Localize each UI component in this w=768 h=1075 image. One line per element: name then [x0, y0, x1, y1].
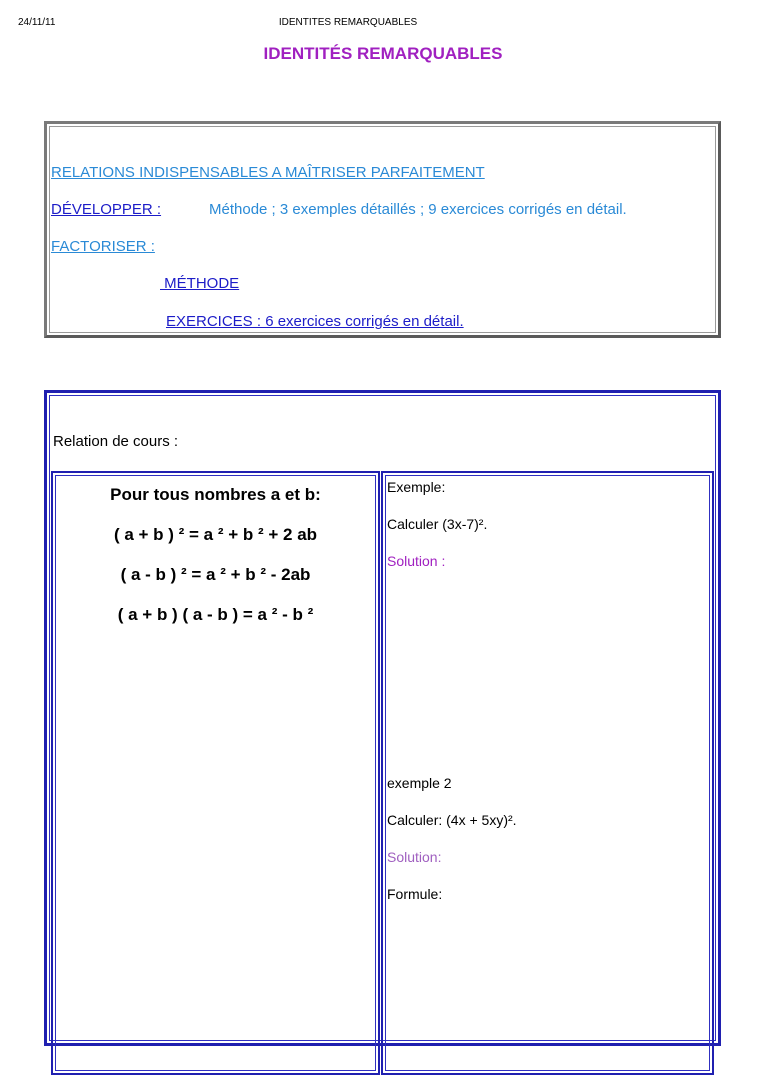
- formula-square-sum: ( a + b ) ² = a ² + b ² + 2 ab: [113, 525, 318, 544]
- relation-label: Relation de cours :: [53, 433, 179, 450]
- developper-link[interactable]: DÉVELOPPER :: [51, 201, 162, 218]
- page-title: IDENTITÉS REMARQUABLES: [263, 44, 503, 63]
- links-box-inner-border: [49, 126, 716, 333]
- print-header: [0, 17, 768, 31]
- examples-cell: [381, 471, 714, 1075]
- formulas-cell: [51, 471, 380, 1075]
- developper-description: Méthode ; 3 exemples détaillés ; 9 exercices corrigés en détail.: [209, 201, 627, 218]
- course-box: [44, 390, 721, 1046]
- methode-link[interactable]: MÉTHODE: [160, 275, 240, 292]
- formula-product-sum-difference: ( a + b ) ( a - b ) = a ² - b ²: [117, 605, 314, 624]
- exercices-link[interactable]: EXERCICES : 6 exercices corrigés en détail.: [166, 313, 464, 330]
- example2-label: exemple 2: [387, 775, 452, 791]
- formule-label: Formule:: [387, 886, 443, 902]
- formulas-heading: Pour tous nombres a et b:: [110, 485, 321, 504]
- example-task: Calculer (3x-7)².: [387, 516, 488, 532]
- relations-link[interactable]: RELATIONS INDISPENSABLES A MAÎTRISER PARFAITEMENT: [51, 164, 485, 181]
- links-box: [44, 121, 721, 338]
- example-label: Exemple:: [387, 479, 446, 495]
- example2-task: Calculer: (4x + 5xy)².: [387, 812, 517, 828]
- solution-label-2: Solution:: [387, 849, 442, 865]
- factoriser-link[interactable]: FACTORISER :: [51, 238, 155, 255]
- solution-label-1: Solution :: [387, 553, 446, 569]
- print-date: 24/11/11: [18, 17, 56, 28]
- formula-square-difference: ( a - b ) ² = a ² + b ² - 2ab: [120, 565, 311, 584]
- print-title: IDENTITES REMARQUABLES: [278, 17, 418, 28]
